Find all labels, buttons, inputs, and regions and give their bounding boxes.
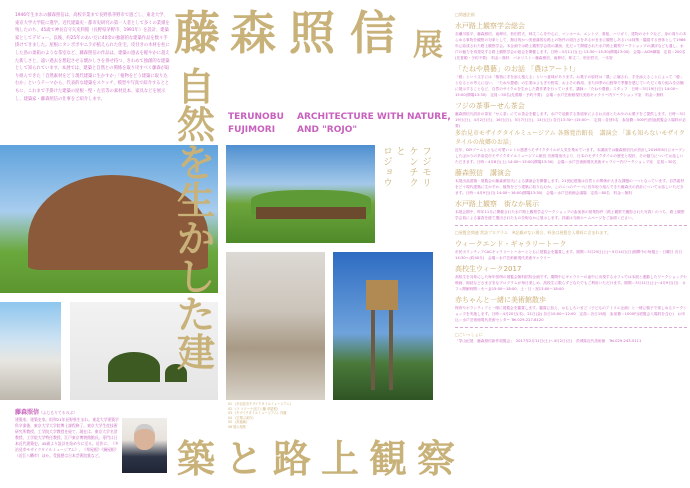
event-title: フジの茶事ーせん茶会 [455, 102, 525, 110]
subtitle-char: 路 [272, 437, 311, 481]
event-title: 水戸路上観察学会総会 [455, 22, 525, 30]
katakana-line-3: と [394, 146, 405, 157]
credit-item: 04 《空飛ぶ泥舟》 [228, 415, 256, 420]
artist-name-english [228, 111, 284, 137]
event-body: 赤瀬川原平、藤森照信、南伸坊、松田哲夫、林丈二らを中心に、マンホール、エントツ、看板、ハリガミ、建物のカケラなど、身の周りのあらゆる事物を観察の対象として、無目的かつ美意識的な路上の物件の面白さをあるがままに観察しあるいは採集・鑑賞する団体として1986年に結成された路上観察学会。本企画では路上観察学会員の講演、先だって開催された水戸路上観察ワークショップの講評なども通し、水戸の魅力を再発見する路上観察学会の総会を開催します。日時＝3月11日(土) 13:30〜15:30(開場13:00) 会場＝ACM劇場 定員＝200名(先着順・予約不要) 料金＝無料 パネリスト＝藤森照信、南伸坊、林丈二、松田哲夫、一木努 [455, 32, 687, 60]
name-line-2: FUJIMORI [228, 125, 276, 135]
events-column [455, 12, 687, 344]
subtitle-vertical [175, 65, 217, 375]
subtitle-horizontal [175, 437, 457, 481]
subtitle-char: 建 [176, 331, 215, 375]
event-body: 藤森照信氏設計の茶室「せん茶」にてお茶会を催します。水戸で活動する茶道家によるお点前とたねやのお菓子をご提供します。日時＝3月19日(日)、4月2日(日)、16日(日)、5月7日(日)、14日(日) 各日13:30〜/15:00〜 定員＝各回5名 参加費＝500円(別途展覧会入場料が必要) [455, 112, 686, 128]
title-suffix: 展 [413, 28, 443, 63]
katakana-subtitle [380, 146, 432, 206]
subtitle-char: し [176, 255, 215, 299]
related-events-heading: □関連企画 [455, 12, 475, 17]
event-body: 「藝」という文字には「植物に手を添え植える」という意味があります。お菓子の原材は「農」に属され、手を添えることによって「藝」となるとの考えに沿い、「たねや農藝」の生業はよもぎや野菜、およその栽培、また四季の山野草で季節を感じていただく取り組みを店舗に展示することなど、自然のサイクルを生かした農作業を行っています。講師＝「たねや農藝」スタッフ 日時＝3月19日(日) 14:00〜15:00(開場13:30) 定員＝30名(先着順・予約不要) 会場＝水戸芸術館現代美術ギャラリー内ワークショップ室 料金＝無料 [455, 75, 684, 97]
program-title: 高校生ウィーク2017 [455, 265, 522, 273]
profile-name: 藤森照信 [15, 409, 40, 416]
photo-grass-roof [226, 145, 375, 243]
subtitle-char: か [176, 217, 215, 261]
subtitle-char: 観 [368, 437, 407, 481]
divider [455, 225, 687, 226]
subtitle-char: を [176, 141, 215, 185]
program-title: 赤ちゃんと一緒に美術館散歩 [455, 296, 546, 304]
event-title: 水戸路上観察 街なか展示 [455, 200, 539, 208]
program-note: □展覧会関連 常設プログラム ※記載がない場合、料金は展覧会入場料に含まれます。 [455, 230, 612, 235]
subtitle-char: 築 [176, 437, 215, 481]
program-body: 保育やボランティアと一緒に展覧会を鑑賞します。鑑賞に加え、おもしろいまど（子どものアトリエ企画）と一緒に親子で楽しめるワークショップを実施します。日時＝4月20日(木)、21日(金) 各日10:00〜12:00 定員＝各日15組 参加費＝1000円(展覧会入場料を含む) お申込＝水戸芸術館現代美術センター Tel.029-227-8120 [455, 306, 687, 322]
event-title: 「たねや農藝」のお話 「農はアート!」 [455, 65, 579, 73]
subtitle-char: と [224, 437, 263, 481]
event-body: 近年、DIYブームとともに可愛いレトロ感漂うモザイクタイルが人気を集めています。本講演では藤森照信氏が設計し2016年6月にオープンしたばかりの多治見市モザイクタイルミュージアム館長 各務寛治氏より、日本のモザイクタイルの歴史と現状、その魅力についてお話しいただきます。日時＝4月8日(土) 14:00〜15:00(開場13:30) 会場＝水戸芸術館現代美術ギャラリー内ワークショップ室 定員＝30名 [455, 148, 686, 164]
subtitle-char: 上 [320, 437, 359, 481]
credit-item: 03 《モザイクタイルミュージアム》内観 [228, 411, 287, 416]
profile-bio: 建築家、建築史家。昭和21年長野県生まれ。東北大学建築学科卒業後、東京大学大学院博士課程修了。東京大学生産技術研究所教授、工学院大学教授を経て、現在は、東京大学名誉教授、工学院大学特任教授、江戸東京博物館館長。専門は日本近代建築史。45歳より設計を始め今に至る。近作に、《多治見市モザイクタイルミュージアム》、《草屋根》《銅屋根》（近江八幡市）ほか。受賞歴は日本芸術院賞など。 [15, 417, 119, 458]
title-char-4: 信 [350, 6, 396, 60]
artist-portrait [122, 418, 167, 473]
title-char-3: 照 [289, 6, 335, 60]
program-title: ウィークエンド・ギャラリートーク [455, 240, 567, 248]
intro-text: 1946年生まれの藤森照信は、高校卒業まで長野県茅野市で過ごし、東北大学、東京大学大学院に進学。近代建築史・都市史研究の第一人者として多くの業績を残したのち、45歳で神長官守矢史料館（長野県茅野市、1991年）を設計、建築家としてデビュー。以後、約25年のあいだに40余の独創的な建築作品を数々手掛けてきました。屋根にタンポポやニラが植えられた住宅、皮付きの木材を柱にした鳥の巣箱のような茶室など、藤森照信の作品は、建築の過去を軽やかに超えた新しさと、遠い過去を想起させる懐かしさを併せ持つ、きわめて独創的な建築として知られています。本展では、建築と自然との関係を取り戻すべく藤森が取り組んできた「自然素材をどう現代建築に生かすか」「植物をどう建築に取り込むか」というテーマから、代表的な建築をスケッチ、模型や写真で紹介するとともに、これまで手掛けた建築の屋根・壁・左官等の素材見本、家具などを展示し、建築家・藤森照信の仕事をご紹介します。 [15, 13, 170, 102]
title-char-1: 藤 [174, 6, 220, 60]
subtitle-char: た [176, 293, 215, 337]
program-body: 市民ボランティアCACギャラリートーカーとともに展覧会を鑑賞します。期間＝3月25日(土)〜5月14日(日)期間中の毎週土・日曜日 各日14:30〜(約40分) 会場＝水戸芸術館現代美術ギャラリー [455, 250, 683, 260]
photo-tile-interior [226, 252, 325, 400]
profile-reading: （ふじもりてるのぶ） [39, 410, 77, 415]
photo-skylight-interior [0, 302, 61, 400]
artist-profile [15, 408, 121, 459]
event-body: 本展出品建築・展覧会の藤森照信氏による講演会を開催します。21世紀建築は自然との関係が大きな課題の一つとなっています。自然素材をどう現代建築に生かすか、植物をどう建築に取り込むか、このニつのテーマに長年取り組んできた藤森氏の設計についてお話しいただきます。日時＝4月9日(日) 14:00〜16:00(開場13:30) 会場＝水戸芸術館会議場 定員＝80名 料金＝無料 [455, 179, 685, 195]
subtitle-char: 然 [176, 103, 215, 147]
event-title: 多治見市モザイクタイルミュージアム 各務寛治館長 講演会 「誰も知らないモザイクタイルの故郷のお話」 [455, 130, 685, 146]
program-body: 高校生を対象にした毎年恒例の展覧会無料招待企画です。期間中にギャラリーの途中に出現するカフェでは本展と連動したワークショップや映画、朗読などさまざまなプログラムが毎日楽しめ、高校生に限らずどなたでもご利用いただけます。期間＝3月11日(土)〜4月9日(日) カフェ開館時間＝火〜金15:00〜18:00、土・日・祝13:00〜18:00 [455, 275, 687, 291]
credit-item: 05 《高過庵》 [228, 420, 250, 425]
title-char-2: 森 [230, 6, 276, 60]
event-body: 本展会期中、昨年11月に開催された水戸路上観察学会ワークショップの参加者の採集物件（路上観察で撮影された写真）のうち、路上観察学会員による審査を経て選出されたものを街なかに展示します。詳細は当館ホームページをご参照ください。 [455, 210, 685, 220]
event-title: 藤森照信 講演会 [455, 169, 511, 177]
also-text: 「茅山紀展 藤森照信新作展覧会」 2017年2月11日(土)〜4月2日(日) 茨城県近代美術館 Tel.029-243-5111 [455, 339, 642, 343]
katakana-line-4: ロジョウ [381, 146, 392, 188]
subtitle-char: 察 [416, 437, 455, 481]
photo-credits [228, 402, 323, 430]
exhibition-title-english [297, 111, 451, 137]
title-line-2: AND "ROJO" [297, 125, 358, 135]
subtitle-char: 生 [176, 179, 215, 223]
name-line-1: TERUNOBU [228, 112, 284, 122]
title-line-1: ARCHITECTURE WITH NATURE, [297, 112, 451, 122]
photo-tea-house [333, 252, 433, 400]
credit-item: 06 展示風景 [228, 424, 246, 429]
subtitle-char: 自 [176, 65, 215, 109]
credit-item: 01 《多治見市モザイクタイルミュージアム》 [228, 402, 293, 406]
credit-item: 02 《ラ コリーナ近江八幡 草屋根》 [228, 406, 280, 411]
divider [455, 327, 687, 328]
katakana-line-1: フジモリ [420, 146, 431, 188]
katakana-line-2: ケンチク [407, 146, 418, 188]
also-heading: □ごいっしょに [455, 332, 483, 337]
